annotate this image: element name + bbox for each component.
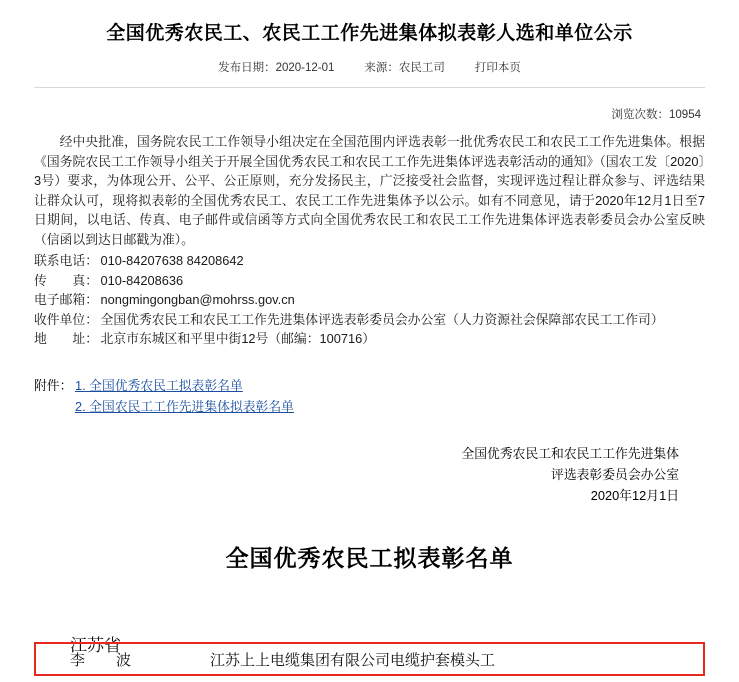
publish-date-value: 2020-12-01 [275,62,335,74]
signature-line: 评选表彰委员会办公室 [551,466,679,482]
header-divider [34,87,705,88]
contact-label: 地 址： [34,331,98,346]
attachments-label: 附件： [34,377,73,393]
contact-value: 全国优秀农民工和农民工工作先进集体评选表彰委员会办公室（人力资源社会保障部农民工工作司） [100,311,664,327]
contact-value: 北京市东城区和平里中街12号（邮编：100716） [100,331,376,346]
notice-body [34,132,705,249]
signature-line: 全国优秀农民工和农民工工作先进集体 [461,445,679,461]
attachment-second-row [34,396,705,417]
view-count-label: 浏览次数： [611,109,670,121]
source-label: 来源： [364,62,399,74]
contact-value: nongmingongban@mohrss.gov.cn [100,292,295,307]
document-meta [34,59,705,75]
print-page-label[interactable]: 打印本页 [474,62,521,74]
contact-line [34,310,705,330]
notice-paragraph: 经中央批准，国务院农民工工作领导小组决定在全国范围内评选表彰一批优秀农民工和农民工工作先进集体。根据《国务院农民工工作领导小组关于开展全国优秀农民工和农民工工作先进集体评选表彰活动的通知》（国农工发〔2020〕3号）要求，为体现公开、公平、公正原则，充分发扬民主，广泛接受社会监督，实现评选过程让群众参与、评选结果让群众认可，现将拟表彰的全国优秀农民工、农民工工作先进集体予以公示。如有不同意见，请于2020年12月1日至7日期间，以电话、传真、电子邮件或信函等方式向全国优秀农民工和农民工工作先进集体评选表彰委员会办公室反映（信函以到达日邮戳为准）。 [34,134,705,247]
list-title: 全国优秀农民工拟表彰名单 [225,544,514,571]
highlighted-entry [34,642,705,676]
attachment-first-row [34,375,705,396]
attachment-link-1[interactable]: 1. 全国优秀农民工拟表彰名单 [74,377,243,393]
contact-value: 010-84207638 84208642 [100,253,244,268]
view-count [34,106,705,122]
attachment-link-2[interactable]: 2. 全国农民工工作先进集体拟表彰名单 [74,398,294,414]
contact-line [34,271,705,291]
signature-block [34,443,705,506]
entry-name: 李 波 [70,651,140,669]
page-title: 全国优秀农民工、农民工工作先进集体拟表彰人选和单位公示 [106,23,633,44]
entry-organization: 江苏上上电缆集团有限公司电缆护套模头工 [210,651,496,669]
province-heading: 江苏省 [70,635,121,655]
contact-block [34,251,705,349]
document-page [0,18,739,682]
contact-label: 传 真： [34,272,98,288]
contact-line [34,329,705,349]
source [364,59,445,75]
signature-date: 2020年12月1日 [590,487,679,503]
attachments [34,375,705,417]
contact-line [34,290,705,310]
print-page-link[interactable] [475,59,521,75]
contact-label: 收件单位： [34,311,98,327]
source-value: 农民工司 [398,62,445,74]
view-count-value: 10954 [669,109,701,121]
publish-date [218,59,334,75]
contact-line [34,251,705,271]
contact-value: 010-84208636 [100,272,184,288]
contact-label: 电子邮箱： [34,292,98,307]
publish-date-label: 发布日期： [218,62,276,74]
contact-label: 联系电话： [34,253,98,268]
